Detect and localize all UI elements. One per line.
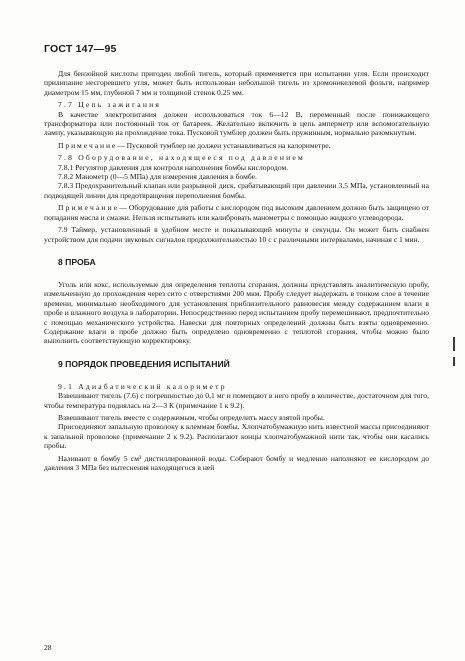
item-7-8-1: 7.8.1 Регулятор давления для контроля наполнения бомбы кислородом. [58,162,289,172]
standard-number: ГОСТ 147—95 [44,43,117,55]
subsection-ignition-circuit: 7.7 Цепь зажигания [58,100,162,110]
item-7-9-timer: 7.9 Таймер, установленный в удобном месте и показывающий минуты и секунды. Он может быть снабжен устройством для подачи звуковых сигналов продолжительностью 10 с с различными интервалами, начиная с 1 мин. [44,225,429,244]
item-7-8-2: 7.8.2 Манометр (0—5 МПа) для измерения давления в бомбе. [58,172,257,182]
section-8-heading: 8 ПРОБА [58,256,96,267]
note-switch: П р и м е ч а н и е — Пусковой тумблер не должен устанавливаться на калориметре. [58,140,331,150]
page-number: 28 [44,643,52,652]
section-8-text: Уголь или кокс, используемые для определения теплоты сгорания, должны представлять аналитическую пробу, измельченную до прохождения через сито с отверстиями 200 мкм. Пробу следует выдержать в тонком слое в течение времени, минимально необходимого для установления приблизительного равновесия между содержанием влаги в пробе и влажного воздуха в лаборатории. Непосредственно перед испытанием пробу перемешивают, предпочтительно с помощью механического устройства. Навески для повторных определений должны быть взяты одновременно. Содержание влаги в пробе должно быть определено одновременно с теплотой сгорания, чтобы можно было выполнить соответствующую корректировку. [44,279,429,346]
section-9-heading: 9 ПОРЯДОК ПРОВЕДЕНИЯ ИСПЫТАНИЙ [58,358,230,369]
section-9-para-4: Наливают в бомбу 5 см³ дистиллированной воды. Собирают бомбу и медленно наполняют ее кислородом до давления 3 МПа без вытеснения находящегося в ней [44,453,429,472]
section-9-para-1: Взвешивают тигель (7.6) с погрешностью до 0,1 мг и помещают в него пробу в количестве, достаточном для того, чтобы температура поднялась на 2—3 К (примечание 1 к 9.2). [44,391,429,410]
section-9-para-2: Взвешивают тигель вместе с содержимым, чтобы определить массу взятой пробы. [58,412,325,422]
item-7-8-3: 7.8.3 Предохранительный клапан или разрывной диск, срабатывающий при давлении 3,5 МПа, установленный на подводящей линии для предотвращения переполнения бомбы. [44,181,429,200]
section-9-para-3: Присоединяют запальную проволоку к клеммам бомбы. Хлопчатобумажную нить известной массы присоединяют к запальной проволоке (примечание 2 к 9.2). Располагают концы хлопчатобумажной нити так, чтобы они касались пробы. [44,422,429,451]
scan-margin-mark [453,337,455,351]
paragraph-crucible: Для бензойной кислоты пригоден любой тигель, который применяется при испытании угля. Если происходит прилипание несгоревшего угля, может быть использован небольшой тигель из хромоникелевой фольги, например диаметром 15 мм, глубиной 7 мм и толщиной стенок 0.25 мм. [44,69,429,97]
document-body [44,69,429,472]
scan-margin-mark [453,357,455,366]
paragraph-ignition: В качестве электропитания должен использоваться ток 6—12 В, переменный после понижающего трансформатора или постоянный ток от батареек. Желательно включить в цепь амперметр или вспомогательную лампу, указывающую на прохождение тока. Пусковой тумблер должен быть пружинным, нормально разомкнутым. [44,109,429,138]
subsection-pressure-equipment: 7.8 Оборудование, находящееся под давлением [58,153,305,163]
note-oxygen: П р и м е ч а н и е — Оборудование для работы с кислородом под высоким давлением должно быть защищено от попадания масла и смазки. Нельзя испытывать или калибровать манометры с помощью жидкого углеводорода. [44,203,429,222]
subsection-adiabatic: 9.1 Адиабатический калориметр [58,381,227,391]
